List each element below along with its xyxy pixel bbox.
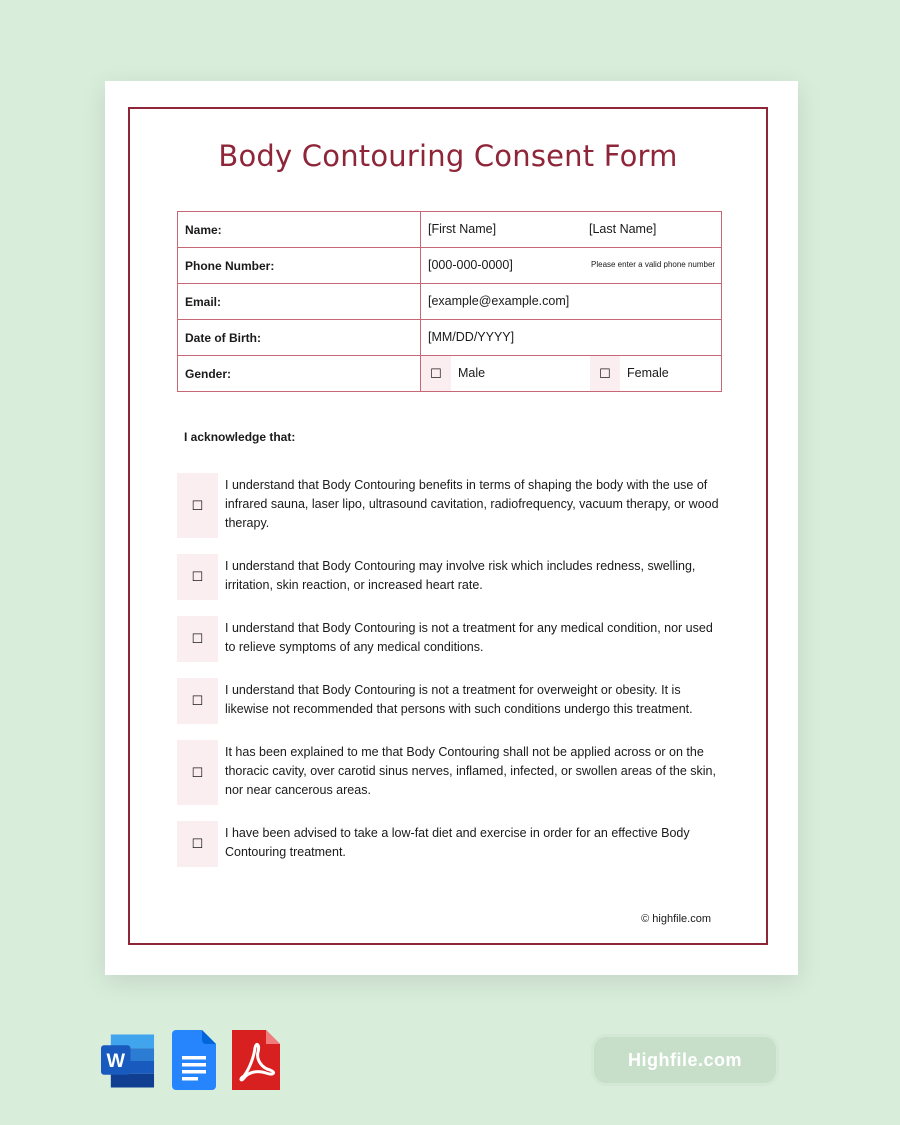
google-docs-icon[interactable] <box>172 1030 216 1090</box>
email-field[interactable]: [example@example.com] <box>428 294 570 308</box>
gender-row <box>178 356 722 392</box>
form-title: Body Contouring Consent Form <box>218 139 678 173</box>
acknowledge-checkbox[interactable]: ☐ <box>177 678 218 724</box>
acknowledge-checkbox[interactable]: ☐ <box>177 616 218 662</box>
acknowledge-heading: I acknowledge that: <box>184 430 296 444</box>
gender-label: Gender: <box>178 356 421 392</box>
acknowledgement-list <box>177 473 722 883</box>
list-item <box>177 616 722 662</box>
personal-info-table <box>177 211 722 392</box>
phone-row <box>178 248 722 284</box>
acknowledge-checkbox[interactable]: ☐ <box>177 740 218 805</box>
pdf-icon[interactable] <box>232 1030 280 1090</box>
dob-row <box>178 320 722 356</box>
form-border <box>128 107 768 945</box>
phone-label: Phone Number: <box>178 248 421 284</box>
acknowledgement-text: I understand that Body Contouring is not a treatment for overweight or obesity. It is likewise not recommended that persons with such conditions undergo this treatment. <box>225 683 693 716</box>
acknowledge-checkbox[interactable]: ☐ <box>177 821 218 867</box>
list-item <box>177 554 722 600</box>
list-item <box>177 473 722 538</box>
female-label: Female <box>627 366 669 380</box>
last-name-field[interactable]: [Last Name] <box>589 222 657 236</box>
phone-field[interactable]: [000-000-0000] <box>428 258 513 272</box>
dob-field[interactable]: [MM/DD/YYYY] <box>428 330 515 344</box>
acknowledgement-text: I understand that Body Contouring is not a treatment for any medical condition, nor used to relieve symptoms of any medical conditions. <box>225 621 713 654</box>
highfile-badge[interactable]: Highfile.com <box>594 1037 776 1083</box>
copyright-text: © highfile.com <box>641 913 711 925</box>
acknowledgement-text: It has been explained to me that Body Contouring shall not be applied across or on the thoracic cavity, over carotid sinus nerves, inflamed, infected, or swollen areas of the skin, nor near cancerous areas. <box>225 745 716 797</box>
name-label: Name: <box>178 212 421 248</box>
document-page <box>105 81 798 975</box>
svg-text:W: W <box>106 1049 125 1072</box>
name-row <box>178 212 722 248</box>
acknowledgement-text: I understand that Body Contouring may involve risk which includes redness, swelling, irritation, skin reaction, or increased heart rate. <box>225 559 696 592</box>
list-item <box>177 678 722 724</box>
email-label: Email: <box>178 284 421 320</box>
word-icon[interactable] <box>101 1030 156 1090</box>
acknowledge-checkbox[interactable]: ☐ <box>177 554 218 600</box>
acknowledgement-text: I have been advised to take a low-fat diet and exercise in order for an effective Body Contouring treatment. <box>225 826 690 859</box>
email-row <box>178 284 722 320</box>
acknowledgement-text: I understand that Body Contouring benefits in terms of shaping the body with the use of infrared sauna, laser lipo, ultrasound cavitation, radiofrequency, vacuum therapy, or wood therapy. <box>225 478 719 530</box>
male-checkbox[interactable]: ☐ <box>421 356 451 391</box>
female-checkbox[interactable]: ☐ <box>590 356 620 391</box>
list-item <box>177 740 722 805</box>
acknowledge-checkbox[interactable]: ☐ <box>177 473 218 538</box>
first-name-field[interactable]: [First Name] <box>428 222 497 236</box>
list-item <box>177 821 722 867</box>
phone-hint: Please enter a valid phone number <box>591 260 716 269</box>
dob-label: Date of Birth: <box>178 320 421 356</box>
male-label: Male <box>458 366 486 380</box>
